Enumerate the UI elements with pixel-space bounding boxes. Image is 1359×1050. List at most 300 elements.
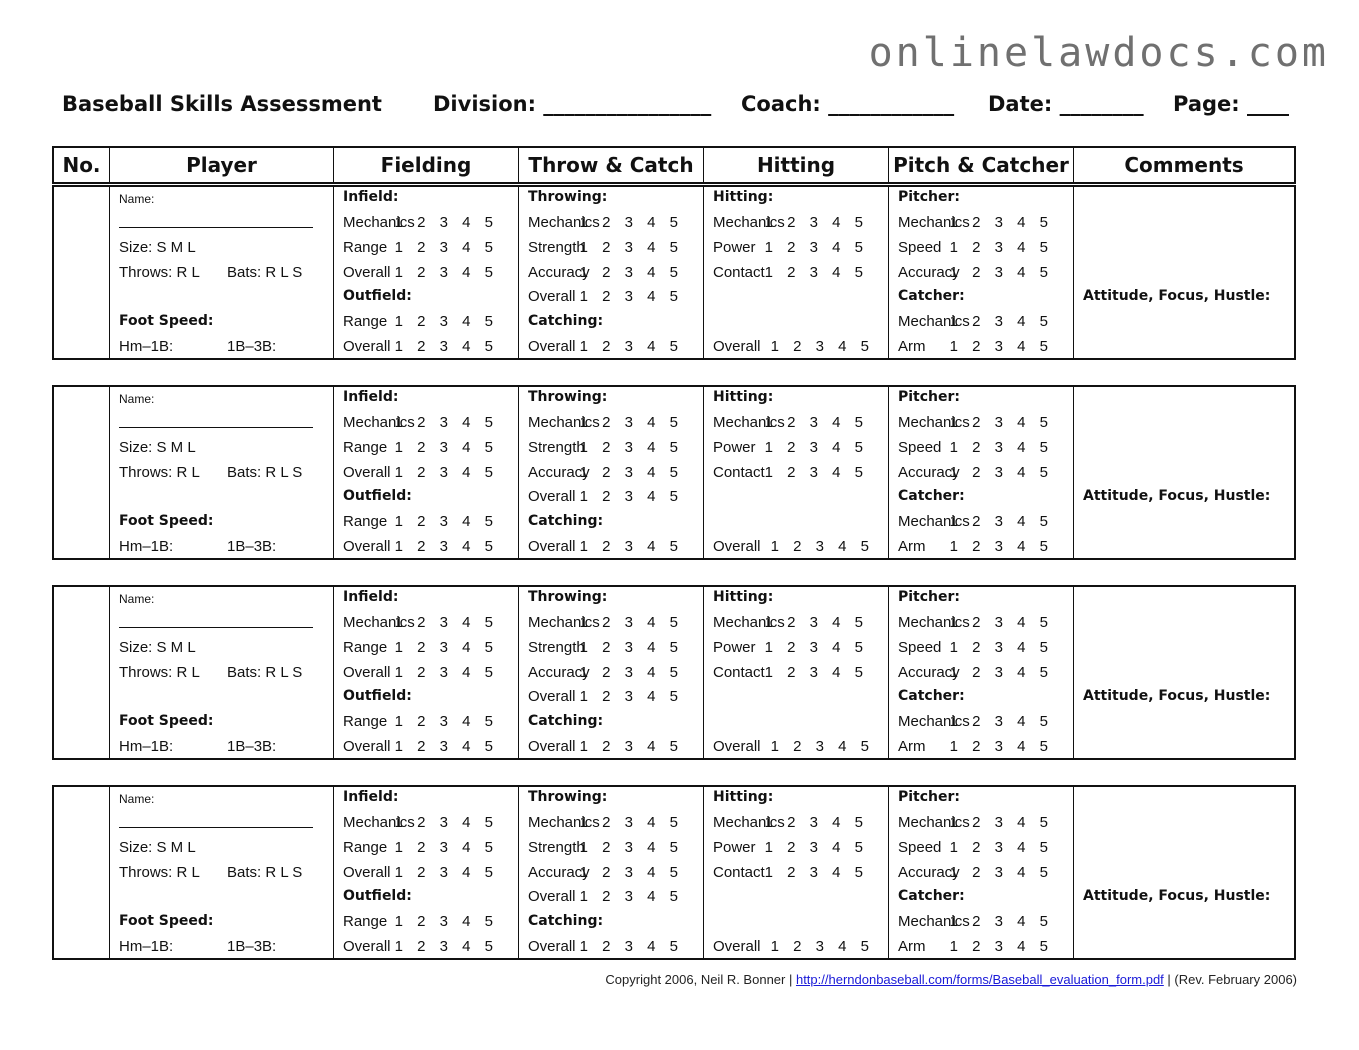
rating-row xyxy=(898,814,1067,836)
comments-cell[interactable] xyxy=(1074,387,1294,558)
rating-scale[interactable]: 1 2 3 4 5 xyxy=(949,839,1053,856)
rating-row xyxy=(528,288,697,310)
col-pitch-catcher: Pitch & Catcher xyxy=(889,148,1074,182)
rating-scale[interactable]: 1 2 3 4 5 xyxy=(764,639,868,656)
player-row xyxy=(52,585,1296,760)
throwing-label: Throwing: xyxy=(528,389,608,405)
rating-scale[interactable]: 1 2 3 4 5 xyxy=(949,664,1053,681)
rating-label: Mechanics xyxy=(713,814,785,831)
rating-row xyxy=(713,664,882,686)
rating-row xyxy=(343,839,512,861)
rating-scale[interactable]: 1 2 3 4 5 xyxy=(579,738,683,755)
rating-scale[interactable]: 1 2 3 4 5 xyxy=(949,814,1053,831)
bats-options[interactable]: Bats: R L S xyxy=(227,464,303,481)
rating-scale[interactable]: 1 2 3 4 5 xyxy=(394,338,498,355)
rating-row xyxy=(343,214,512,236)
rating-label: Range xyxy=(343,639,388,656)
rating-label: Contact xyxy=(713,664,765,681)
rating-label: Accuracy xyxy=(528,864,590,881)
hitting-cell xyxy=(704,387,889,558)
rating-scale[interactable]: 1 2 3 4 5 xyxy=(949,214,1053,231)
rating-scale[interactable]: 1 2 3 4 5 xyxy=(394,738,498,755)
rating-row xyxy=(528,464,697,486)
rating-scale[interactable]: 1 2 3 4 5 xyxy=(949,239,1053,256)
rating-scale[interactable]: 1 2 3 4 5 xyxy=(394,839,498,856)
rating-scale[interactable]: 1 2 3 4 5 xyxy=(764,414,868,431)
rating-scale[interactable]: 1 2 3 4 5 xyxy=(764,264,868,281)
1b-3b-label: 1B–3B: xyxy=(227,938,277,955)
rating-label: Overall xyxy=(713,738,761,755)
throws-bats xyxy=(119,864,327,886)
name-input-line[interactable] xyxy=(119,809,313,828)
footer xyxy=(605,972,1297,987)
rating-row xyxy=(343,864,512,886)
bats-options[interactable]: Bats: R L S xyxy=(227,664,303,681)
throws-options[interactable]: Throws: R L xyxy=(119,664,200,681)
infield-label: Infield: xyxy=(343,789,399,805)
rating-label: Mechanics xyxy=(713,214,785,231)
rating-label: Power xyxy=(713,639,756,656)
rating-row xyxy=(343,639,512,661)
rating-scale[interactable]: 1 2 3 4 5 xyxy=(949,864,1053,881)
revision-text: | (Rev. February 2006) xyxy=(1167,972,1297,987)
rating-row xyxy=(898,264,1067,286)
rating-scale[interactable]: 1 2 3 4 5 xyxy=(764,439,868,456)
rating-row xyxy=(898,839,1067,861)
rating-label: Overall xyxy=(713,338,761,355)
rating-row xyxy=(343,414,512,436)
pitcher-label: Pitcher: xyxy=(898,389,961,405)
rating-scale[interactable]: 1 2 3 4 5 xyxy=(949,738,1053,755)
rating-scale[interactable]: 1 2 3 4 5 xyxy=(949,414,1053,431)
comments-cell[interactable] xyxy=(1074,787,1294,958)
rating-scale[interactable]: 1 2 3 4 5 xyxy=(394,264,498,281)
rating-label: Speed xyxy=(898,639,942,656)
rating-row xyxy=(713,439,882,461)
outfield-label: Outfield: xyxy=(343,488,412,504)
rating-row xyxy=(528,938,697,960)
rating-scale[interactable]: 1 2 3 4 5 xyxy=(579,664,683,681)
rating-label: Accuracy xyxy=(898,464,960,481)
throw-catch-cell xyxy=(519,587,704,758)
rating-scale[interactable]: 1 2 3 4 5 xyxy=(394,639,498,656)
rating-label: Overall xyxy=(528,538,576,555)
rating-label: Mechanics xyxy=(898,614,970,631)
speed-times xyxy=(119,338,327,360)
rating-scale[interactable]: 1 2 3 4 5 xyxy=(770,738,874,755)
player-row xyxy=(52,385,1296,560)
foot-speed-label: Foot Speed: xyxy=(119,513,214,529)
throw-catch-cell xyxy=(519,787,704,958)
rating-scale[interactable]: 1 2 3 4 5 xyxy=(579,439,683,456)
rating-scale[interactable]: 1 2 3 4 5 xyxy=(394,464,498,481)
rating-label: Overall xyxy=(713,938,761,955)
rating-label: Mechanics xyxy=(898,414,970,431)
rating-label: Accuracy xyxy=(898,864,960,881)
catcher-label: Catcher: xyxy=(898,288,965,304)
rating-label: Arm xyxy=(898,338,926,355)
comments-label: Attitude, Focus, Hustle: xyxy=(1083,488,1271,504)
rating-scale[interactable]: 1 2 3 4 5 xyxy=(394,513,498,530)
1b-3b-label: 1B–3B: xyxy=(227,738,277,755)
rating-scale[interactable]: 1 2 3 4 5 xyxy=(770,938,874,955)
pitcher-label: Pitcher: xyxy=(898,589,961,605)
rating-label: Mechanics xyxy=(528,214,600,231)
rating-label: Strength xyxy=(528,839,585,856)
bats-options[interactable]: Bats: R L S xyxy=(227,264,303,281)
rating-label: Mechanics xyxy=(713,614,785,631)
pitch-catcher-cell xyxy=(889,187,1074,358)
comments-cell[interactable] xyxy=(1074,587,1294,758)
rating-scale[interactable]: 1 2 3 4 5 xyxy=(394,239,498,256)
rating-label: Strength xyxy=(528,439,585,456)
hitting-cell xyxy=(704,787,889,958)
catcher-label: Catcher: xyxy=(898,688,965,704)
size-options[interactable]: Size: S M L xyxy=(119,239,196,256)
rating-scale[interactable]: 1 2 3 4 5 xyxy=(394,664,498,681)
rating-row xyxy=(343,664,512,686)
catching-label: Catching: xyxy=(528,713,604,729)
rating-label: Accuracy xyxy=(528,264,590,281)
rating-scale[interactable]: 1 2 3 4 5 xyxy=(764,239,868,256)
coach-field[interactable]: Coach: ____________ xyxy=(741,92,955,116)
rating-label: Overall xyxy=(528,288,576,305)
catcher-label: Catcher: xyxy=(898,488,965,504)
name-input-line[interactable] xyxy=(119,409,313,428)
1b-3b-label: 1B–3B: xyxy=(227,538,277,555)
pitcher-label: Pitcher: xyxy=(898,789,961,805)
rating-scale[interactable]: 1 2 3 4 5 xyxy=(394,938,498,955)
rating-scale[interactable]: 1 2 3 4 5 xyxy=(949,513,1053,530)
throwing-label: Throwing: xyxy=(528,789,608,805)
name-label: Name: xyxy=(119,592,155,606)
rating-row xyxy=(713,464,882,486)
rating-scale[interactable]: 1 2 3 4 5 xyxy=(579,864,683,881)
rating-row xyxy=(898,913,1067,935)
rating-label: Mechanics xyxy=(343,814,415,831)
rating-label: Range xyxy=(343,839,388,856)
rating-row xyxy=(528,814,697,836)
rating-scale[interactable]: 1 2 3 4 5 xyxy=(949,938,1053,955)
rating-scale[interactable]: 1 2 3 4 5 xyxy=(579,888,683,905)
outfield-label: Outfield: xyxy=(343,688,412,704)
rating-row xyxy=(898,639,1067,661)
rating-row xyxy=(898,214,1067,236)
hm-1b-label: Hm–1B: xyxy=(119,338,174,355)
rating-row xyxy=(898,338,1067,360)
rating-row xyxy=(343,513,512,535)
rating-label: Overall xyxy=(343,338,391,355)
rating-label: Mechanics xyxy=(343,414,415,431)
rating-row xyxy=(713,738,882,760)
rating-label: Overall xyxy=(528,688,576,705)
name-label: Name: xyxy=(119,392,155,406)
rating-scale[interactable]: 1 2 3 4 5 xyxy=(394,414,498,431)
rating-label: Arm xyxy=(898,938,926,955)
rating-row xyxy=(898,713,1067,735)
name-label: Name: xyxy=(119,192,155,206)
rating-row xyxy=(898,738,1067,760)
throws-options[interactable]: Throws: R L xyxy=(119,264,200,281)
rating-label: Accuracy xyxy=(528,464,590,481)
rating-scale[interactable]: 1 2 3 4 5 xyxy=(949,614,1053,631)
rating-row xyxy=(343,814,512,836)
rating-row xyxy=(528,614,697,636)
rating-scale[interactable]: 1 2 3 4 5 xyxy=(394,614,498,631)
rating-label: Speed xyxy=(898,439,942,456)
col-comments: Comments xyxy=(1124,153,1244,177)
rating-scale[interactable]: 1 2 3 4 5 xyxy=(579,464,683,481)
outfield-label: Outfield: xyxy=(343,888,412,904)
size-options[interactable]: Size: S M L xyxy=(119,839,196,856)
comments-label: Attitude, Focus, Hustle: xyxy=(1083,688,1271,704)
rating-label: Overall xyxy=(528,888,576,905)
rating-scale[interactable]: 1 2 3 4 5 xyxy=(579,839,683,856)
catching-label: Catching: xyxy=(528,913,604,929)
rating-row xyxy=(528,264,697,286)
rating-label: Accuracy xyxy=(898,664,960,681)
rating-label: Overall xyxy=(343,264,391,281)
rating-row xyxy=(898,464,1067,486)
infield-label: Infield: xyxy=(343,189,399,205)
catching-label: Catching: xyxy=(528,513,604,529)
rating-row xyxy=(898,664,1067,686)
col-no: No. xyxy=(54,148,110,182)
rating-scale[interactable]: 1 2 3 4 5 xyxy=(949,439,1053,456)
rating-scale[interactable]: 1 2 3 4 5 xyxy=(770,338,874,355)
pitcher-label: Pitcher: xyxy=(898,189,961,205)
comments-label: Attitude, Focus, Hustle: xyxy=(1083,888,1271,904)
rating-scale[interactable]: 1 2 3 4 5 xyxy=(579,264,683,281)
rating-scale[interactable]: 1 2 3 4 5 xyxy=(394,713,498,730)
hitting-cell xyxy=(704,587,889,758)
player-cell xyxy=(110,787,334,958)
rating-label: Strength xyxy=(528,639,585,656)
rating-scale[interactable]: 1 2 3 4 5 xyxy=(764,614,868,631)
rating-row xyxy=(528,688,697,710)
rating-label: Range xyxy=(343,239,388,256)
rating-row xyxy=(898,938,1067,960)
page-field[interactable]: Page: ____ xyxy=(1173,92,1289,116)
watermark: onlinelawdocs.com xyxy=(868,30,1329,76)
catcher-label: Catcher: xyxy=(898,888,965,904)
fielding-cell xyxy=(334,587,519,758)
rating-label: Mechanics xyxy=(528,414,600,431)
rating-scale[interactable]: 1 2 3 4 5 xyxy=(764,839,868,856)
hitting-cell xyxy=(704,187,889,358)
player-cell xyxy=(110,387,334,558)
rating-row xyxy=(528,439,697,461)
throwing-label: Throwing: xyxy=(528,589,608,605)
rating-row xyxy=(343,538,512,560)
name-input-line[interactable] xyxy=(119,609,313,628)
rating-label: Strength xyxy=(528,239,585,256)
division-field[interactable]: Division: ________________ xyxy=(433,92,712,116)
rating-scale[interactable]: 1 2 3 4 5 xyxy=(949,464,1053,481)
rating-row xyxy=(713,864,882,886)
rating-row xyxy=(528,639,697,661)
player-cell xyxy=(110,587,334,758)
throwing-label: Throwing: xyxy=(528,189,608,205)
rating-scale[interactable]: 1 2 3 4 5 xyxy=(579,414,683,431)
1b-3b-label: 1B–3B: xyxy=(227,338,277,355)
rating-label: Mechanics xyxy=(343,614,415,631)
infield-label: Infield: xyxy=(343,389,399,405)
rating-row xyxy=(713,814,882,836)
rating-label: Speed xyxy=(898,239,942,256)
col-throw-catch: Throw & Catch xyxy=(519,148,704,182)
throws-options[interactable]: Throws: R L xyxy=(119,464,200,481)
rating-label: Overall xyxy=(343,864,391,881)
rating-scale[interactable]: 1 2 3 4 5 xyxy=(949,538,1053,555)
rating-scale[interactable]: 1 2 3 4 5 xyxy=(579,639,683,656)
rating-scale[interactable]: 1 2 3 4 5 xyxy=(770,538,874,555)
rating-scale[interactable]: 1 2 3 4 5 xyxy=(949,313,1053,330)
rating-label: Arm xyxy=(898,738,926,755)
rating-label: Overall xyxy=(343,938,391,955)
name-input-line[interactable] xyxy=(119,209,313,228)
rating-label: Power xyxy=(713,239,756,256)
player-row xyxy=(52,785,1296,960)
rating-label: Mechanics xyxy=(343,214,415,231)
rating-scale[interactable]: 1 2 3 4 5 xyxy=(579,239,683,256)
rating-row xyxy=(528,488,697,510)
rating-row xyxy=(898,513,1067,535)
rating-label: Overall xyxy=(343,464,391,481)
rating-scale[interactable]: 1 2 3 4 5 xyxy=(394,538,498,555)
rating-row xyxy=(528,664,697,686)
rating-scale[interactable]: 1 2 3 4 5 xyxy=(579,688,683,705)
rating-scale[interactable]: 1 2 3 4 5 xyxy=(764,214,868,231)
rating-row xyxy=(898,414,1067,436)
throw-catch-cell xyxy=(519,187,704,358)
number-cell[interactable] xyxy=(54,187,110,358)
date-field[interactable]: Date: ________ xyxy=(988,92,1144,116)
rating-scale[interactable]: 1 2 3 4 5 xyxy=(949,913,1053,930)
catching-label: Catching: xyxy=(528,313,604,329)
copyright-text: Copyright 2006, Neil R. Bonner | xyxy=(605,972,793,987)
size-options[interactable]: Size: S M L xyxy=(119,639,196,656)
speed-times xyxy=(119,738,327,760)
rating-row xyxy=(713,414,882,436)
hitting-label: Hitting: xyxy=(713,789,774,805)
rating-label: Mechanics xyxy=(528,814,600,831)
outfield-label: Outfield: xyxy=(343,288,412,304)
rating-row xyxy=(898,538,1067,560)
hm-1b-label: Hm–1B: xyxy=(119,938,174,955)
rating-row xyxy=(343,264,512,286)
rating-scale[interactable]: 1 2 3 4 5 xyxy=(764,464,868,481)
comments-cell[interactable] xyxy=(1074,187,1294,358)
rating-scale[interactable]: 1 2 3 4 5 xyxy=(579,338,683,355)
foot-speed-label: Foot Speed: xyxy=(119,313,214,329)
player-row xyxy=(52,185,1296,360)
rating-label: Overall xyxy=(343,738,391,755)
rating-row xyxy=(713,614,882,636)
rating-scale[interactable]: 1 2 3 4 5 xyxy=(949,264,1053,281)
rating-row xyxy=(528,888,697,910)
rating-row xyxy=(528,414,697,436)
rating-scale[interactable]: 1 2 3 4 5 xyxy=(579,814,683,831)
rating-scale[interactable]: 1 2 3 4 5 xyxy=(949,713,1053,730)
source-link[interactable]: http://herndonbaseball.com/forms/Baseball_evaluation_form.pdf xyxy=(795,972,1164,987)
column-headers xyxy=(52,146,1296,184)
rating-label: Mechanics xyxy=(898,913,970,930)
infield-label: Infield: xyxy=(343,589,399,605)
rating-label: Overall xyxy=(528,738,576,755)
rating-scale[interactable]: 1 2 3 4 5 xyxy=(394,313,498,330)
rating-row xyxy=(343,439,512,461)
rating-scale[interactable]: 1 2 3 4 5 xyxy=(394,864,498,881)
rating-row xyxy=(343,938,512,960)
rating-label: Overall xyxy=(528,938,576,955)
foot-speed-label: Foot Speed: xyxy=(119,713,214,729)
col-hitting: Hitting xyxy=(704,148,889,182)
page-title: Baseball Skills Assessment xyxy=(62,92,382,116)
number-cell[interactable] xyxy=(54,787,110,958)
pitch-catcher-cell xyxy=(889,387,1074,558)
rating-scale[interactable]: 1 2 3 4 5 xyxy=(764,664,868,681)
size-options[interactable]: Size: S M L xyxy=(119,439,196,456)
name-label: Name: xyxy=(119,792,155,806)
rating-row xyxy=(713,639,882,661)
rating-scale[interactable]: 1 2 3 4 5 xyxy=(394,913,498,930)
rating-scale[interactable]: 1 2 3 4 5 xyxy=(394,214,498,231)
number-cell[interactable] xyxy=(54,587,110,758)
rating-row xyxy=(898,439,1067,461)
rating-row xyxy=(713,538,882,560)
fielding-cell xyxy=(334,387,519,558)
rating-row xyxy=(343,614,512,636)
rating-scale[interactable]: 1 2 3 4 5 xyxy=(394,439,498,456)
pitch-catcher-cell xyxy=(889,587,1074,758)
rating-row xyxy=(343,464,512,486)
rating-scale[interactable]: 1 2 3 4 5 xyxy=(764,864,868,881)
throws-options[interactable]: Throws: R L xyxy=(119,864,200,881)
speed-times xyxy=(119,538,327,560)
rating-row xyxy=(528,738,697,760)
throws-bats xyxy=(119,464,327,486)
rating-row xyxy=(528,864,697,886)
rating-scale[interactable]: 1 2 3 4 5 xyxy=(949,639,1053,656)
rating-scale[interactable]: 1 2 3 4 5 xyxy=(579,488,683,505)
rating-scale[interactable]: 1 2 3 4 5 xyxy=(579,214,683,231)
rating-label: Overall xyxy=(528,338,576,355)
number-cell[interactable] xyxy=(54,387,110,558)
rating-label: Power xyxy=(713,839,756,856)
rating-row xyxy=(528,214,697,236)
rating-scale[interactable]: 1 2 3 4 5 xyxy=(579,288,683,305)
col-player: Player xyxy=(110,148,334,182)
rating-label: Overall xyxy=(713,538,761,555)
rating-scale[interactable]: 1 2 3 4 5 xyxy=(579,614,683,631)
rating-label: Mechanics xyxy=(713,414,785,431)
speed-times xyxy=(119,938,327,960)
rating-scale[interactable]: 1 2 3 4 5 xyxy=(394,814,498,831)
rating-row xyxy=(713,338,882,360)
rating-label: Mechanics xyxy=(898,713,970,730)
rating-label: Overall xyxy=(528,488,576,505)
rating-scale[interactable]: 1 2 3 4 5 xyxy=(579,538,683,555)
rating-scale[interactable]: 1 2 3 4 5 xyxy=(579,938,683,955)
rating-label: Mechanics xyxy=(898,313,970,330)
rating-label: Mechanics xyxy=(528,614,600,631)
rating-scale[interactable]: 1 2 3 4 5 xyxy=(949,338,1053,355)
rating-row xyxy=(343,913,512,935)
rating-row xyxy=(343,338,512,360)
bats-options[interactable]: Bats: R L S xyxy=(227,864,303,881)
rating-scale[interactable]: 1 2 3 4 5 xyxy=(764,814,868,831)
